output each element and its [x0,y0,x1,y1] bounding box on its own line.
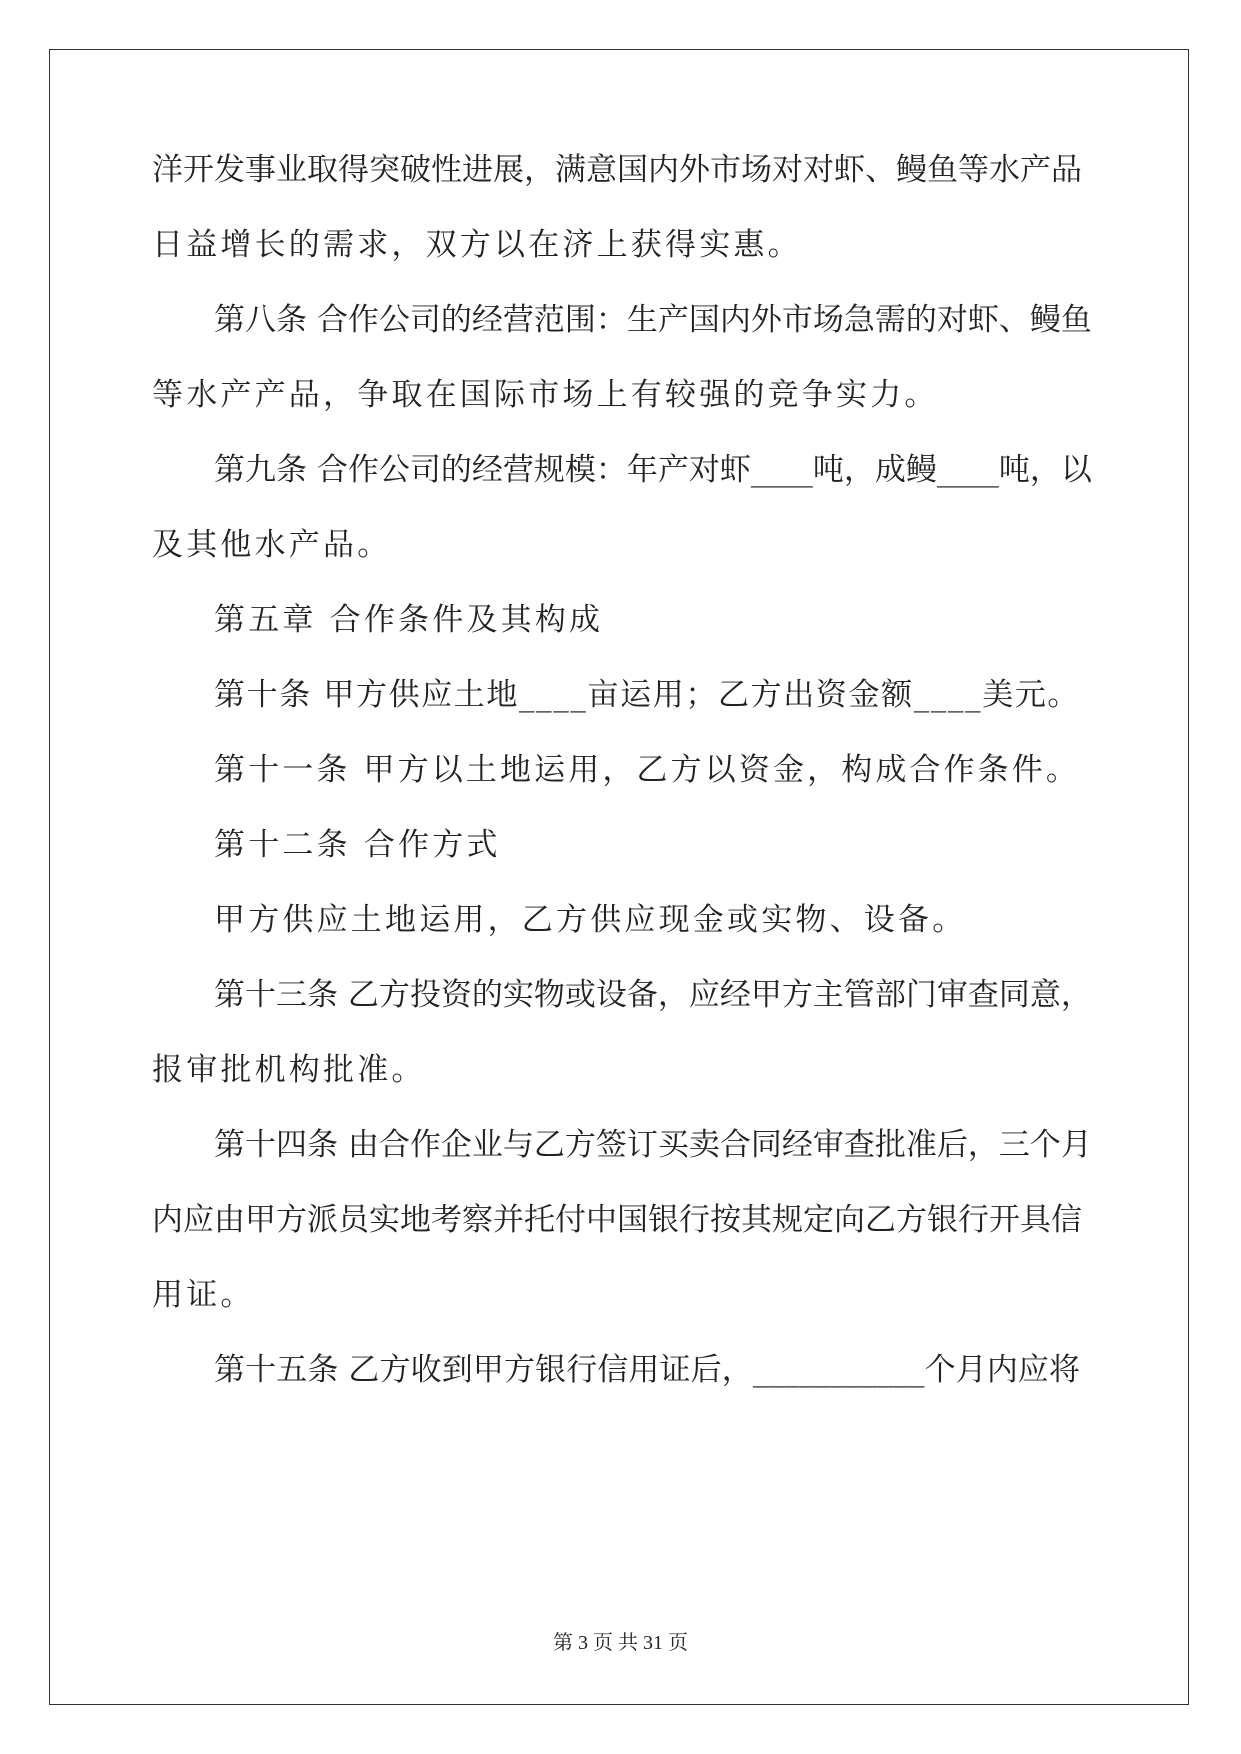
article-13: 第十三条 乙方投资的实物或设备，应经甲方主管部门审查同意， [214,977,1092,1013]
article-10: 第十条 甲方供应土地____亩运用；乙方出资金额____美元。 [214,677,1081,713]
article-15: 第十五条 乙方收到甲方银行信用证后，___________个月内应将 [214,1352,1081,1388]
text-line: 甲方供应土地运用，乙方供应现金或实物、设备。 [214,902,967,938]
page-border [49,49,1189,1705]
article-8: 第八条 合作公司的经营范围：生产国内外市场急需的对虾、鳗鱼 [214,302,1092,338]
text-line: 洋开发事业取得突破性进展，满意国内外市场对对虾、鳗鱼等水产品 [152,152,1082,188]
page-number: 第 3 页 共 31 页 [553,1632,688,1654]
text-line: 内应由甲方派员实地考察并托付中国银行按其规定向乙方银行开具信 [152,1202,1082,1238]
article-11: 第十一条 甲方以土地运用，乙方以资金，构成合作条件。 [214,752,1081,788]
text-line: 报审批机构批准。 [152,1052,426,1088]
text-line: 及其他水产品。 [152,527,392,563]
chapter-5-heading: 第五章 合作条件及其构成 [214,602,604,638]
article-14: 第十四条 由合作企业与乙方签订买卖合同经审查批准后，三个月 [214,1127,1092,1163]
text-line: 日益增长的需求，双方以在济上获得实惠。 [152,227,802,263]
text-line: 等水产产品，争取在国际市场上有较强的竞争实力。 [152,377,939,413]
article-9: 第九条 合作公司的经营规模：年产对虾____吨，成鳗____吨，以 [214,452,1092,488]
text-line: 用证。 [152,1277,255,1313]
article-12: 第十二条 合作方式 [214,827,501,863]
